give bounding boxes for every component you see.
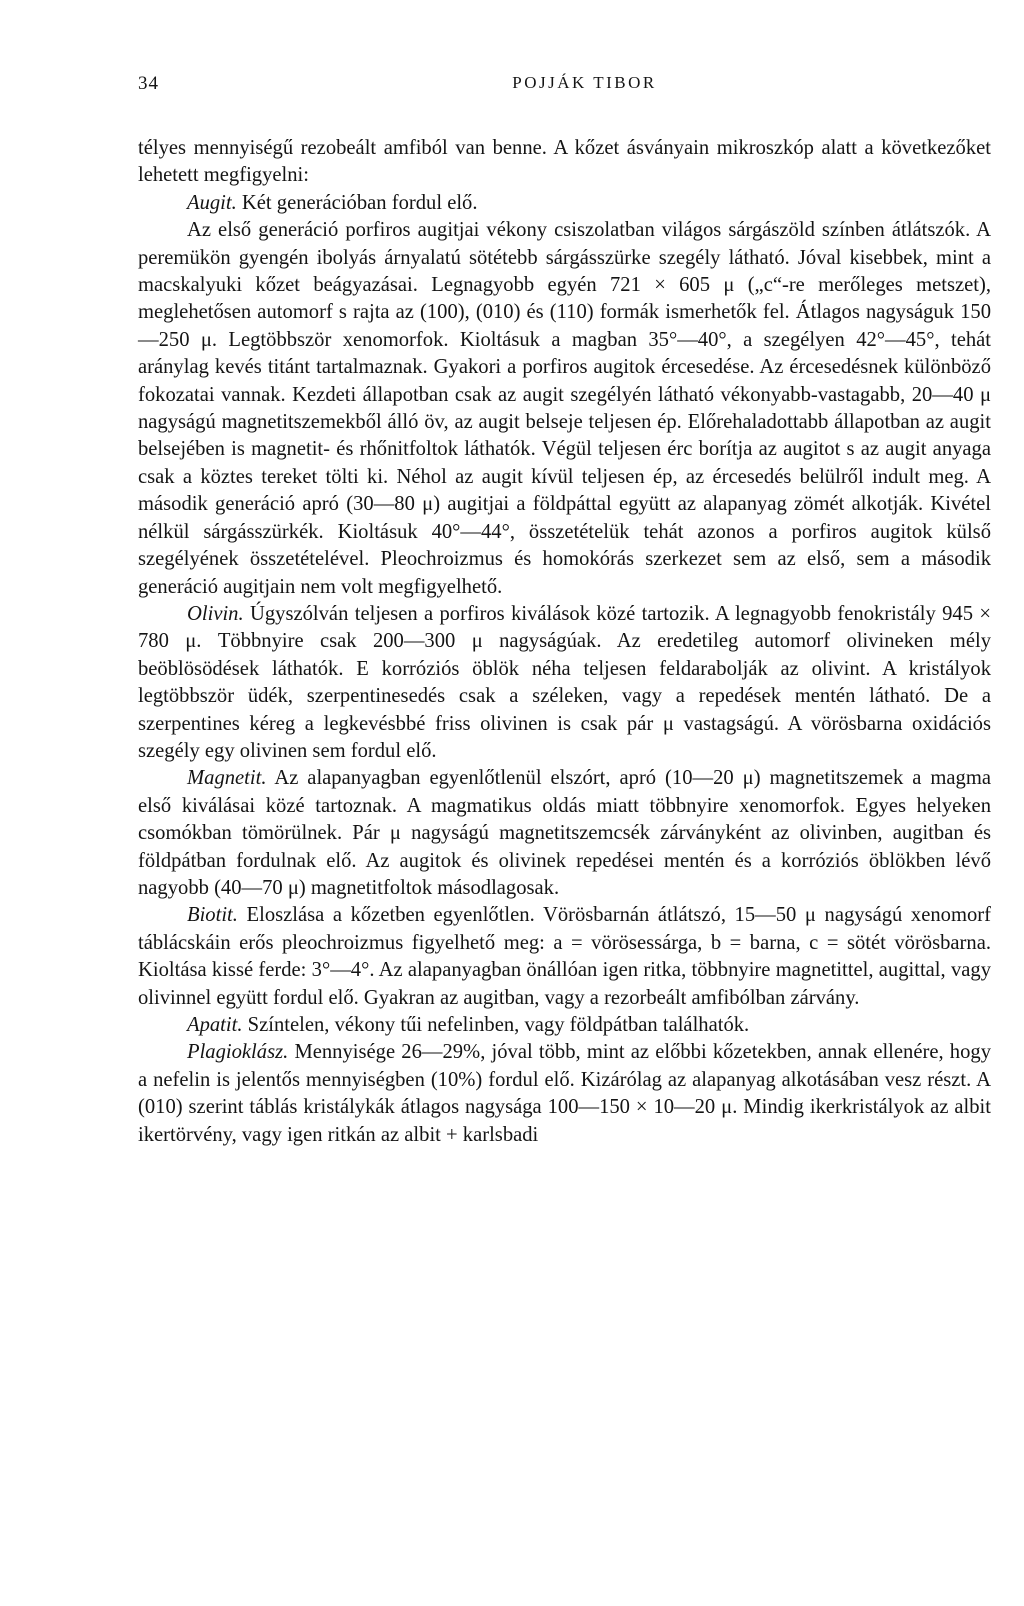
paragraph-text: Színtelen, vékony tűi nefelinben, vagy földpátban találhatók. [247,1014,750,1036]
page-header [138,73,991,103]
paragraph-text: Két generációban fordul elő. [241,191,478,214]
page-number: 34 [138,73,159,94]
mineral-term: Magnetit. [187,767,267,790]
paragraph-continuation [138,135,991,190]
running-head: POJJÁK TIBOR [512,73,657,92]
paragraph-text: Az alapanyagban egyenlőtlenül elszórt, apró (10—20 μ) magnetitszemek a magma első kiválásai közé tartoznak. A magmatikus oldás miatt többnyire xenomorfok. Egyes helyeken csomókban tömörülnek. Pár μ nagyságú magnetitszemcsék zárványként az olivinben, augitban és földpátban fordulnak elő. Az augitok és olivinek repedései mentén és a korróziós öblökben lévő nagyobb (40—70 μ) magnetitfoltok másodlagosak. [138,767,991,899]
paragraph-augit-detail [138,217,991,601]
mineral-term: Augit. [187,191,237,214]
paragraph-apatit [138,1012,991,1039]
paragraph-plagioklasz [138,1039,991,1149]
paragraph-text: Mennyisége 26—29%, jóval több, mint az előbbi kőzetekben, annak ellenére, hogy a nefelin is jelentős mennyiségben (10%) fordul elő. Kizárólag az alapanyag alkotásában vesz részt. A (010) szerint táblás kristálykák átlagos nagysága 100—150 × 10—20 μ. Mindig ikerkristályok az albit ikertörvény, vagy igen ritkán az albit + karlsbadi [138,1041,991,1146]
mineral-term: Apatit. [187,1014,243,1036]
mineral-term: Plagioklász. [187,1041,289,1064]
mineral-term: Biotit. [187,904,238,927]
paragraph-biotit [138,902,991,1012]
paragraph-augit [138,190,991,217]
paragraph-magnetit [138,765,991,902]
mineral-term: Olivin. [187,602,244,625]
paragraph-text: Úgyszólván teljesen a porfiros kiválások közé tartozik. A legnagyobb fenokristály 945 × 780 μ. Többnyire csak 200—300 μ nagyságúak. Az eredetileg automorf olivineken mély beöblösödések láthatók. E korróziós öblök néha teljesen feldarabolják az olivint. A kristályok legtöbbször üdék, szerpentinesedés csak a széleken, vagy a repedések mentén látható. De a szerpentines kéreg a legkevésbbé friss olivinen is csak pár μ vastagságú. A vörösbarna oxidációs szegély egy olivinen sem fordul elő. [138,602,992,762]
paragraph-text: télyes mennyiségű rezobeált amfiból van benne. A kőzet ásványain mikroszkóp alatt a következőket lehetett megfigyelni: [138,137,991,187]
paragraph-olivin [138,601,991,765]
paragraph-text: Az első generáció porfiros augitjai vékony csiszolatban világos sárgászöld színben átlátszók. A peremükön gyengén ibolyás árnyalatú sötétebb sárgásszürke szegély látható. Jóval kisebbek, mint a macskalyuki kőzet beágyazásai. Legnagyobb egyén 721 × 605 μ („c“-re merőleges metszet), meglehetősen automorf s rajta az (100), (010) és (110) formák ismerhetők fel. Átlagos nagyságuk 150—250 μ. Legtöbbször xenomorfok. Kioltásuk a magban 35°—40°, a szegélyen 42°—45°, tehát aránylag kevés titánt tartalmaznak. Gyakori a porfiros augitok ércesedése. Az ércesedésnek különböző fokozatai vannak. Kezdeti állapotban csak az augit szegélyén látható vékonyabb-vastagabb, 20—40 μ nagyságú magnetitszemekből álló öv, az augit belseje teljesen ép. Előrehaladottabb állapotban az augit belsejében is magnetit- és rhőnitfoltok láthatók. Végül teljesen érc borítja az augitot s az augit anyaga csak a köztes tereket tölti ki. Néhol az augit kívül teljesen ép, az ércesedés belülről indult meg. A második generáció apró (30—80 μ) augitjai a földpáttal együtt az alapanyag zömét alkotják. Kivétel nélkül sárgásszürkék. Kioltásuk 40°—44°, összetételük tehát azonos a porfiros augitok külső szegélyének összetételével. Pleochroizmus és homokórás szerkezet sem az első, sem a második generáció augitjain nem volt megfigyelhető. [138,219,991,598]
paragraph-text: Eloszlása a kőzetben egyenlőtlen. Vörösbarnán átlátszó, 15—50 μ nagyságú xenomorf táblácskáin erős pleochroizmus figyelhető meg: a = vörösessárga, b = barna, c = sötét vörösbarna. Kioltása kissé ferde: 3°—4°. Az alapanyagban önállóan igen ritka, többnyire magnetittel, augittal, vagy olivinnel együtt fordul elő. Gyakran az augitban, vagy a rezorbeált amfibólban zárvány. [138,904,991,1009]
body-text [138,135,991,1149]
